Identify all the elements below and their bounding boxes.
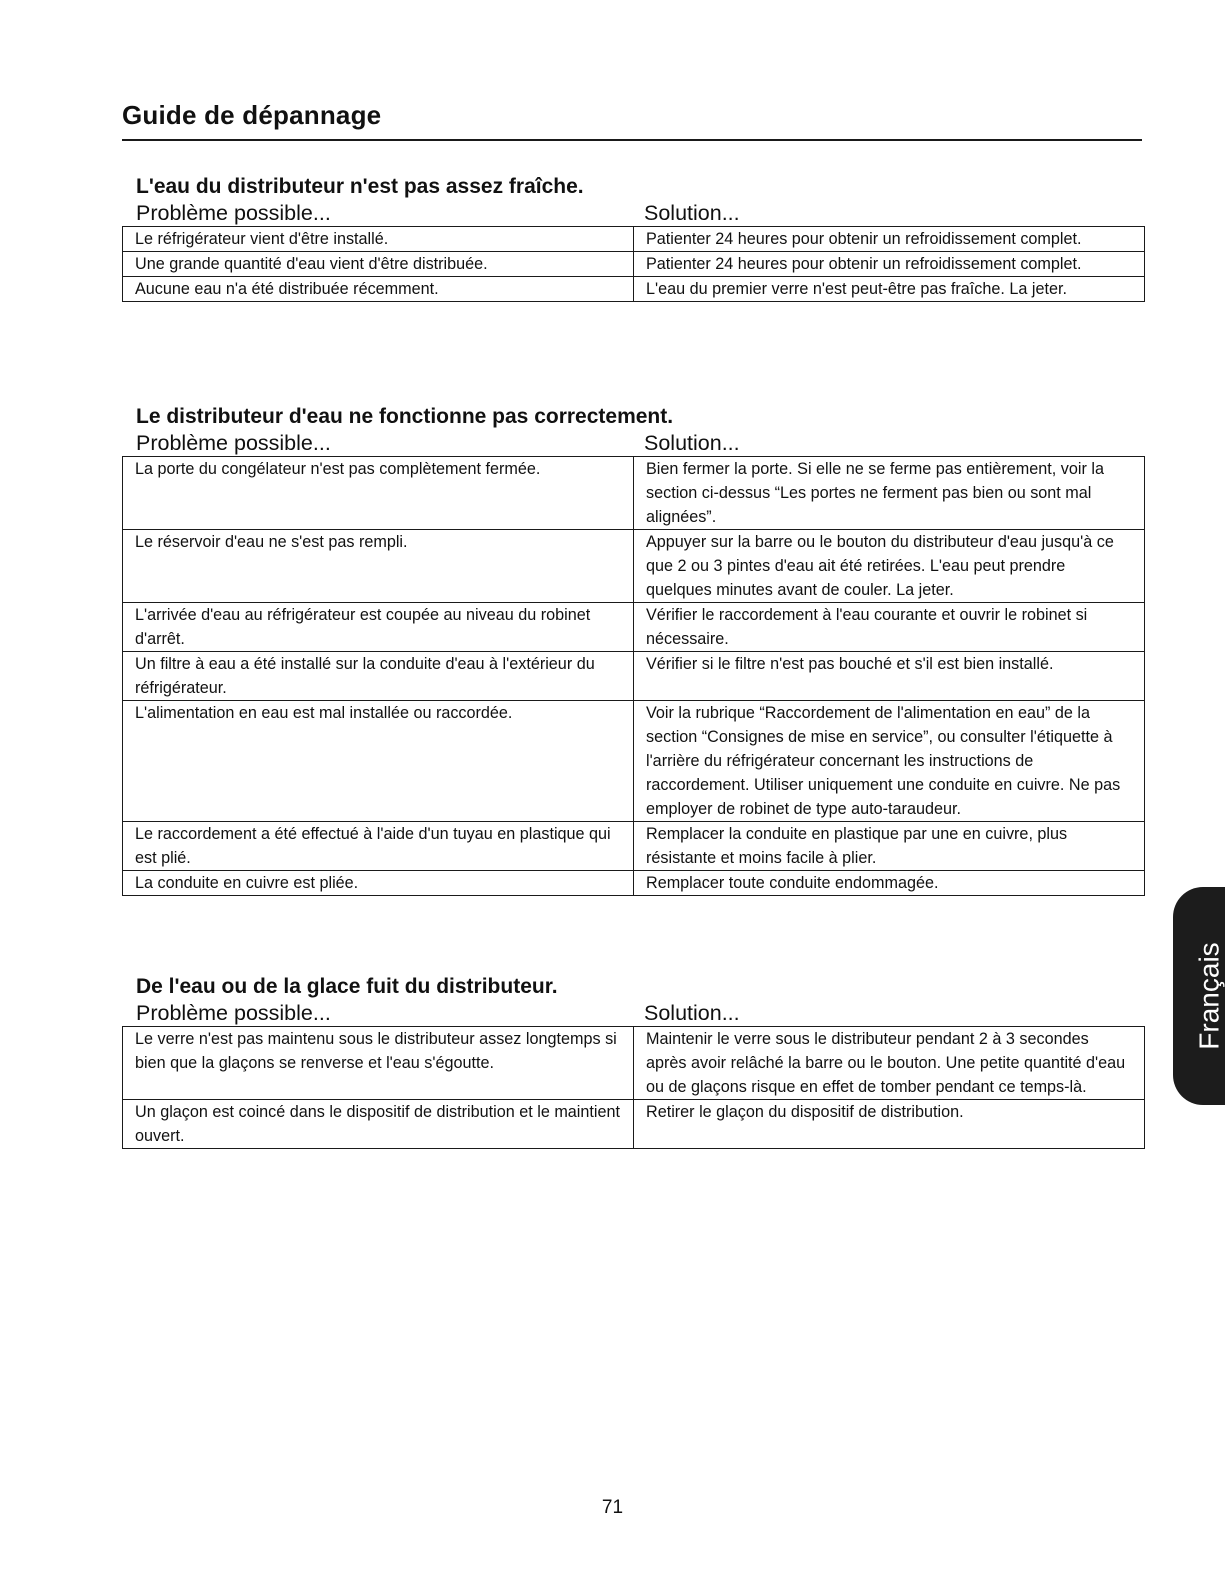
column-headings xyxy=(122,430,1145,456)
troubleshooting-table xyxy=(122,226,1145,302)
solution-cell: L'eau du premier verre n'est peut-être pas fraîche. La jeter. xyxy=(634,277,1145,302)
problem-cell: Le réservoir d'eau ne s'est pas rempli. xyxy=(123,530,634,603)
table-row xyxy=(123,277,1145,302)
column-headings xyxy=(122,1000,1145,1026)
solution-cell: Remplacer toute conduite endommagée. xyxy=(634,871,1145,896)
table-row xyxy=(123,603,1145,652)
column-headings xyxy=(122,200,1145,226)
problem-cell: Le verre n'est pas maintenu sous le distributeur assez longtemps si bien que la glaçons se renverse et l'eau s'égoutte. xyxy=(123,1027,634,1100)
problem-cell: L'arrivée d'eau au réfrigérateur est coupée au niveau du robinet d'arrêt. xyxy=(123,603,634,652)
table-row xyxy=(123,822,1145,871)
solution-cell: Vérifier le raccordement à l'eau courante et ouvrir le robinet si nécessaire. xyxy=(634,603,1145,652)
section-title: L'eau du distributeur n'est pas assez fraîche. xyxy=(136,175,584,198)
problem-cell: L'alimentation en eau est mal installée ou raccordée. xyxy=(123,701,634,822)
section-water-ice-leak xyxy=(122,974,1145,1149)
solution-cell: Appuyer sur la barre ou le bouton du distributeur d'eau jusqu'à ce que 2 ou 3 pintes d'eau ait été retirées. L'eau peut prendre quelques minutes avant de couler. La jeter. xyxy=(634,530,1145,603)
problem-column-heading: Problème possible... xyxy=(136,1001,331,1025)
language-tab xyxy=(1173,887,1225,1105)
problem-cell: La conduite en cuivre est pliée. xyxy=(123,871,634,896)
problem-cell: Un glaçon est coincé dans le dispositif de distribution et le maintient ouvert. xyxy=(123,1100,634,1149)
page-number: 71 xyxy=(601,1497,624,1518)
solution-cell: Vérifier si le filtre n'est pas bouché et s'il est bien installé. xyxy=(634,652,1145,701)
page-title: Guide de dépannage xyxy=(122,100,382,130)
troubleshooting-table xyxy=(122,1026,1145,1149)
solution-cell: Patienter 24 heures pour obtenir un refroidissement complet. xyxy=(634,252,1145,277)
section-title: Le distributeur d'eau ne fonctionne pas correctement. xyxy=(136,405,674,428)
solution-cell: Voir la rubrique “Raccordement de l'alimentation en eau” de la section “Consignes de mise en service”, ou consulter l'étiquette à l'arrière du réfrigérateur concernant les instructions de raccordement. Utiliser uniquement une conduite en cuivre. Ne pas employer de robinet de type auto-taraudeur. xyxy=(634,701,1145,822)
troubleshooting-table xyxy=(122,456,1145,896)
solution-column-heading: Solution... xyxy=(644,201,740,225)
solution-cell: Maintenir le verre sous le distributeur pendant 2 à 3 secondes après avoir relâché la barre ou le bouton. Une petite quantité d'eau ou de glaçons risque en effet de tomber pendant ce temps-là. xyxy=(634,1027,1145,1100)
table-row xyxy=(123,1027,1145,1100)
solution-cell: Retirer le glaçon du dispositif de distribution. xyxy=(634,1100,1145,1149)
problem-cell: La porte du congélateur n'est pas complètement fermée. xyxy=(123,457,634,530)
section-title: De l'eau ou de la glace fuit du distributeur. xyxy=(136,975,558,998)
problem-cell: Le raccordement a été effectué à l'aide d'un tuyau en plastique qui est plié. xyxy=(123,822,634,871)
title-divider xyxy=(122,139,1142,141)
section-water-not-cold xyxy=(122,174,1145,302)
problem-cell: Le réfrigérateur vient d'être installé. xyxy=(123,227,634,252)
solution-column-heading: Solution... xyxy=(644,1001,740,1025)
table-row xyxy=(123,457,1145,530)
table-row xyxy=(123,227,1145,252)
table-row xyxy=(123,530,1145,603)
problem-cell: Un filtre à eau a été installé sur la conduite d'eau à l'extérieur du réfrigérateur. xyxy=(123,652,634,701)
section-dispenser-not-working xyxy=(122,404,1145,896)
language-tab-label: Français xyxy=(1193,942,1225,1050)
table-row xyxy=(123,701,1145,822)
table-row xyxy=(123,1100,1145,1149)
problem-column-heading: Problème possible... xyxy=(136,201,331,225)
problem-cell: Une grande quantité d'eau vient d'être distribuée. xyxy=(123,252,634,277)
table-row xyxy=(123,652,1145,701)
problem-cell: Aucune eau n'a été distribuée récemment. xyxy=(123,277,634,302)
solution-column-heading: Solution... xyxy=(644,431,740,455)
table-row xyxy=(123,871,1145,896)
solution-cell: Remplacer la conduite en plastique par une en cuivre, plus résistante et moins facile à plier. xyxy=(634,822,1145,871)
solution-cell: Bien fermer la porte. Si elle ne se ferme pas entièrement, voir la section ci-dessus “Les portes ne ferment pas bien ou sont mal alignées”. xyxy=(634,457,1145,530)
solution-cell: Patienter 24 heures pour obtenir un refroidissement complet. xyxy=(634,227,1145,252)
table-row xyxy=(123,252,1145,277)
problem-column-heading: Problème possible... xyxy=(136,431,331,455)
